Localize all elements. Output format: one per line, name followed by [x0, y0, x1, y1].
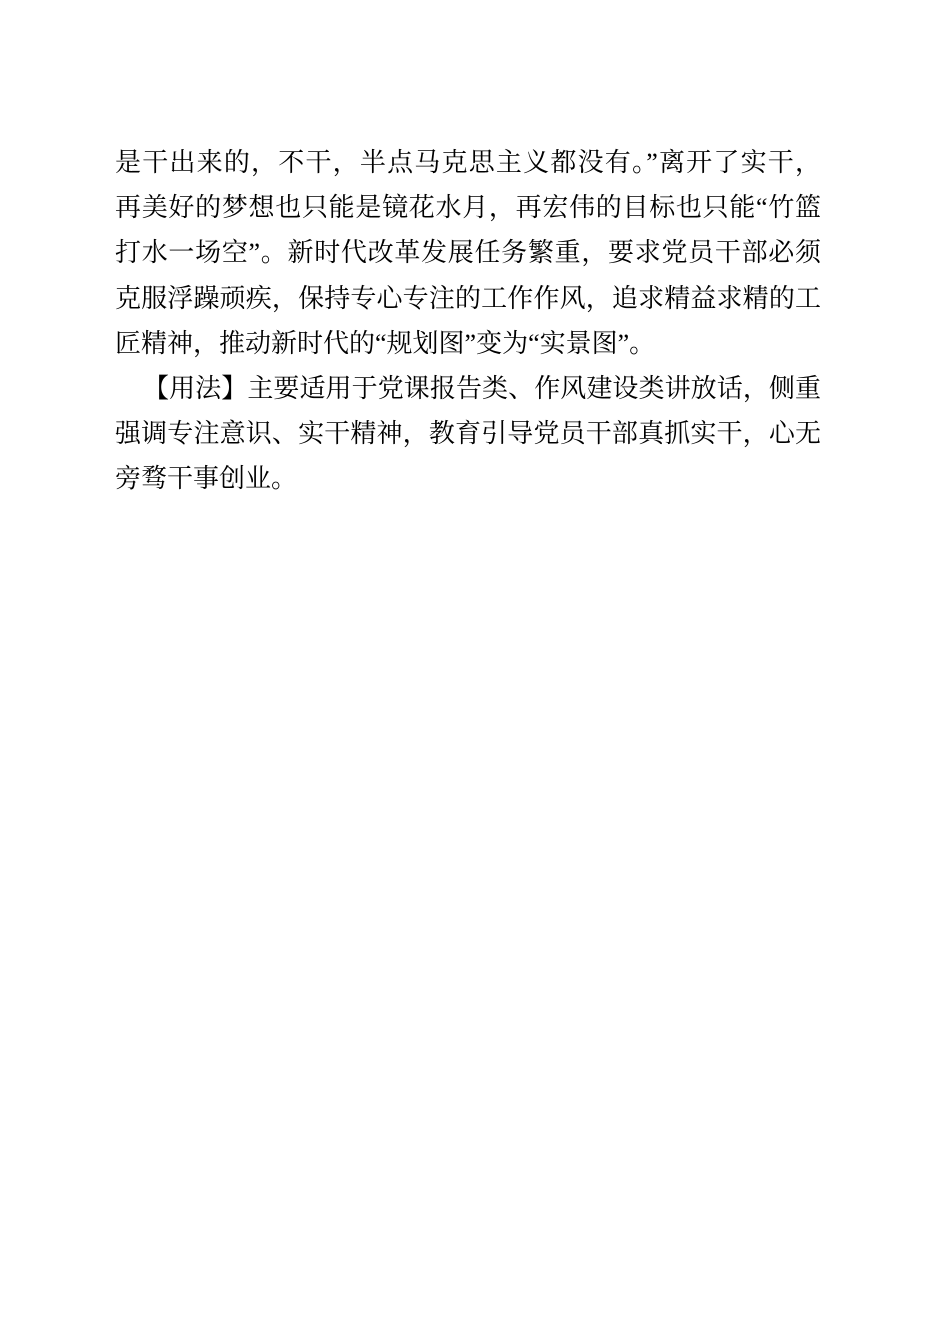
paragraph-line: 【用法】主要适用于党课报告类、作风建设类讲放话，侧重	[143, 374, 821, 404]
paragraph-line: 是干出来的，不干，半点马克思主义都没有。”离开了实干，	[115, 148, 821, 177]
paragraph-line: 打水一场空”。新时代改革发展任务繁重，要求党员干部必须	[115, 238, 821, 268]
document-text-block	[115, 140, 821, 502]
paragraph-line: 克服浮躁顽疾，保持专心专注的工作作风，追求精益求精的工	[115, 283, 821, 313]
paragraph-line: 匠精神，推动新时代的“规划图”变为“实景图”。	[115, 328, 656, 358]
paragraph-2-usage	[115, 366, 821, 502]
paragraph-line: 强调专注意识、实干精神，教育引导党员干部真抓实干，心无	[115, 419, 821, 449]
paragraph-line: 旁骛干事创业。	[115, 464, 298, 494]
paragraph-line: 再美好的梦想也只能是镜花水月，再宏伟的目标也只能“竹篮	[115, 193, 821, 223]
paragraph-1	[115, 140, 821, 366]
